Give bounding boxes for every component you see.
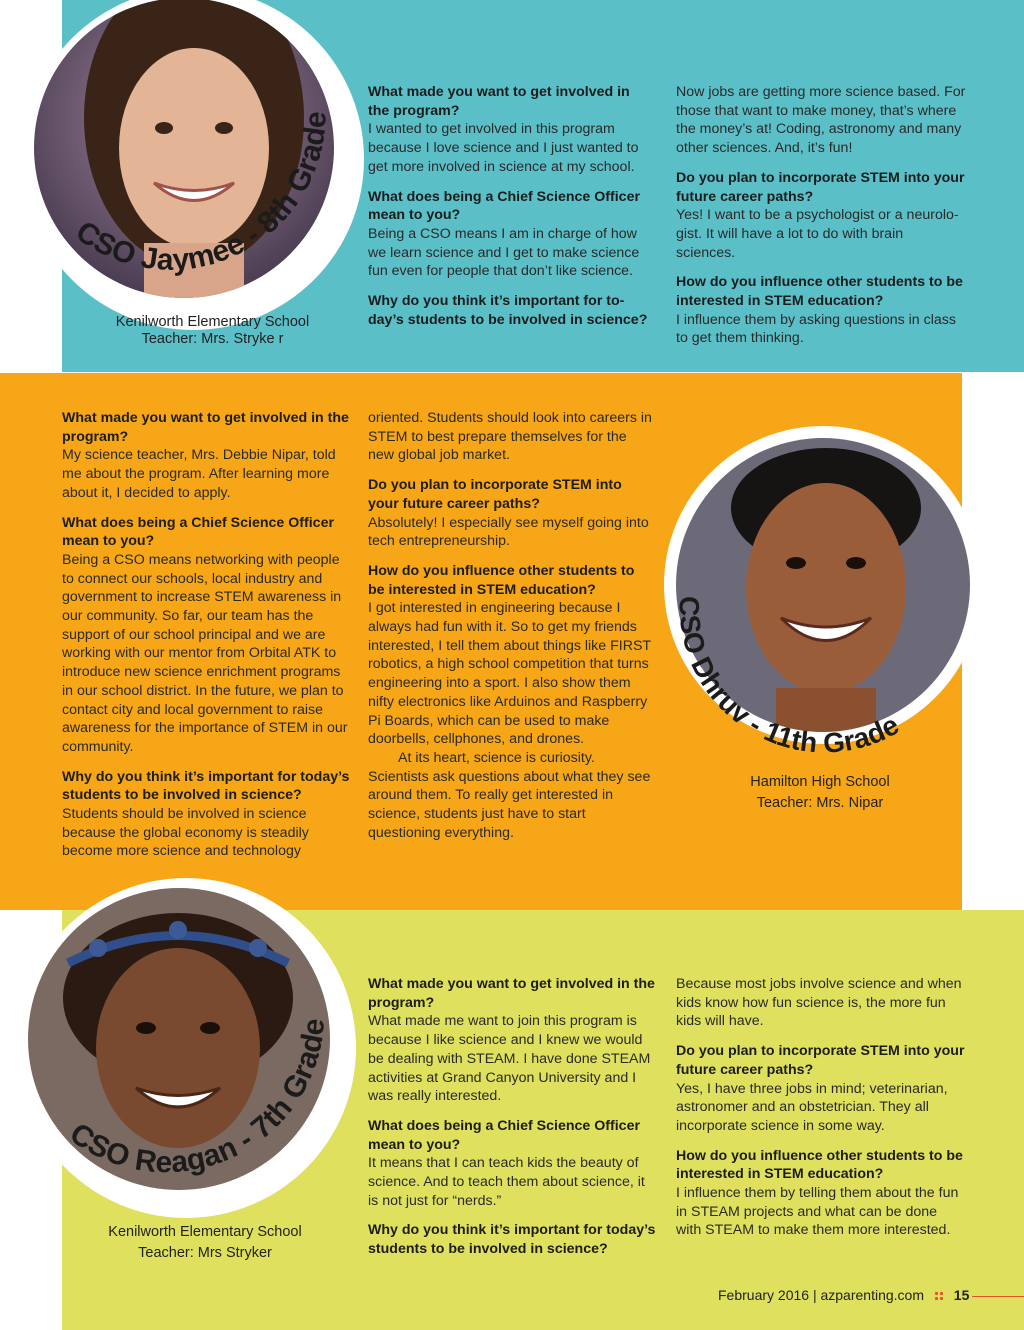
- teacher-name: Teacher: Mrs. Stryke r: [141, 331, 284, 347]
- question: What does being a Chief Science Officer mean to you?: [368, 1117, 640, 1153]
- interview-column: [368, 409, 653, 853]
- question: Why do you think it’s important for today’s students to be involved in science?: [368, 1222, 656, 1258]
- qa-block: [368, 292, 653, 329]
- teacher-name: Teacher: Mrs Stryker: [138, 1245, 272, 1261]
- answer: I wanted to get involved in this program because I love science and I just wanted to get more involved in science at my school.: [368, 121, 639, 175]
- question: How do you influence other students to be interested in STEM education?: [368, 562, 635, 598]
- answer: Because most jobs involve science and when kids know how fun science is, the more fun kids will have.: [676, 976, 962, 1030]
- interview-column: [676, 83, 966, 359]
- question: What made you want to get involved in the program?: [368, 84, 630, 119]
- qa-block: [368, 409, 653, 465]
- interview-column: [368, 975, 658, 1270]
- qa-block: [676, 1147, 966, 1241]
- answer: Being a CSO means networking with people to connect our schools, local industry and government to increase STEM awareness in our community. So far, our team has the support of our school principal and we are working with our mentor from Orbital ATK to introduce new science enrichment programs in our school district. In the future, we plan to contact city and local government to raise awareness for the importance of STEM in our community.: [62, 551, 348, 755]
- answer: I got interested in engineering because I always had fun with it. So to get my friends interested, I tell them about things like FIRST robotics, a high school competition that turns engineering into a sport. I also show them nifty electronics like Arduinos and Raspberry Pi Boards, which can be used to make doorbells, cellphones, and drones.: [368, 600, 651, 748]
- question: Do you plan to incorporate STEM into your future career paths?: [368, 477, 622, 512]
- question: How do you influence other students to be interested in STEM education?: [676, 274, 963, 310]
- issue-date: February 2016: [718, 1287, 810, 1303]
- answer: Now jobs are getting more science based. For those that want to make money, that’s where the money’s at! Coding, astronomy and many other sciences. And, it’s fun!: [676, 84, 966, 157]
- name-arc-reagan: [28, 888, 330, 1190]
- svg-text:CSO Reagan - 7th Grade: [64, 1017, 331, 1179]
- qa-block: [676, 975, 966, 1031]
- website-link[interactable]: azparenting.com: [820, 1287, 924, 1303]
- qa-block: [676, 169, 966, 263]
- school-info: [720, 774, 920, 812]
- answer: oriented. Students should look into careers in STEM to best prepare themselves for the new global job market.: [368, 410, 652, 464]
- school-info: [80, 314, 345, 348]
- question: What made you want to get involved in the program?: [368, 976, 655, 1011]
- answer: I influence them by telling them about the fun in STEAM projects and what can be done with STEAM to make them more interested.: [676, 1185, 959, 1239]
- answer: I influence them by asking questions in class to get them thinking.: [676, 311, 956, 347]
- answer: It means that I can teach kids the beauty of science. And to teach them about science, it is not just for “nerds.”: [368, 1155, 645, 1209]
- school-name: Kenilworth Elementary School: [108, 1224, 302, 1240]
- question: What does being a Chief Science Officer mean to you?: [62, 514, 334, 550]
- qa-block: [368, 1221, 658, 1258]
- footer-separator: |: [812, 1287, 817, 1303]
- qa-block: [368, 476, 653, 551]
- question: Why do you think it’s important for today’s students to be involved in science?: [62, 768, 350, 804]
- teacher-name: Teacher: Mrs. Nipar: [756, 795, 884, 811]
- answer: My science teacher, Mrs. Debbie Nipar, told me about the program. After learning more about it, I decided to apply.: [62, 447, 336, 501]
- question: How do you influence other students to be interested in STEM education?: [676, 1147, 963, 1183]
- page-number: 15: [953, 1287, 970, 1303]
- answer: Yes, I have three jobs in mind; veterinarian, astronomer and an obstetrician. They all incorporate science in some way.: [676, 1080, 948, 1134]
- answer: Absolutely! I especially see myself going into tech entrepreneurship.: [368, 514, 649, 550]
- name-arc-dhruv: [673, 438, 970, 759]
- interview-column: [368, 83, 653, 340]
- name-arc-text: CSO Dhruv - 11th Grade: [673, 595, 904, 759]
- name-arc-text: CSO Reagan - 7th Grade: [63, 1017, 332, 1180]
- answer: Yes! I want to be a psychologist or a neurolo-gist. It will have a lot to do with brain sciences.: [676, 207, 959, 261]
- qa-block: [676, 1042, 966, 1136]
- qa-block: [368, 562, 653, 843]
- question: Do you plan to incorporate STEM into your future career paths?: [676, 1043, 965, 1078]
- qa-block: [368, 1117, 658, 1211]
- school-name: Hamilton High School: [750, 774, 890, 790]
- qa-block: [368, 188, 653, 282]
- qa-block: [62, 409, 350, 503]
- page-footer: [718, 1287, 969, 1303]
- interview-column: [676, 975, 966, 1251]
- question: What made you want to get involved in the program?: [62, 410, 349, 445]
- name-arc-text: CSO Jaymee - 8th Grade: [69, 110, 333, 277]
- name-arc-jaymee: [34, 0, 334, 298]
- answer: Students should be involved in science because the global economy is steadily become more science and technology: [62, 806, 309, 860]
- dots-icon: [934, 1291, 944, 1301]
- qa-block: [62, 768, 350, 862]
- footer-rule: [972, 1296, 1024, 1297]
- qa-block: [676, 83, 966, 158]
- question: Do you plan to incorporate STEM into your future career paths?: [676, 169, 965, 205]
- qa-block: [368, 975, 658, 1106]
- school-name: Kenilworth Elementary School: [115, 314, 310, 330]
- answer: Being a CSO means I am in charge of how we learn science and I get to make science fun even for people that don’t like science.: [368, 225, 640, 280]
- interview-column: [62, 409, 350, 872]
- answer: At its heart, science is curiosity. Scientists ask questions about what they see around them. To really get interested in science, students just have to start questioning everything.: [368, 749, 651, 841]
- qa-block: [368, 83, 653, 177]
- school-info: [70, 1224, 340, 1262]
- qa-block: [62, 514, 350, 757]
- answer: What made me want to join this program is because I like science and I knew we would be dealing with STEAM. I have done STEAM activities at Grand Canyon University and I was really interested.: [368, 1013, 651, 1105]
- qa-block: [676, 273, 966, 348]
- svg-text:CSO Jaymee - 8th Grade: [70, 111, 333, 277]
- question: Why do you think it’s important for to-day’s students to be involved in science?: [368, 293, 648, 328]
- question: What does being a Chief Science Officer mean to you?: [368, 188, 640, 224]
